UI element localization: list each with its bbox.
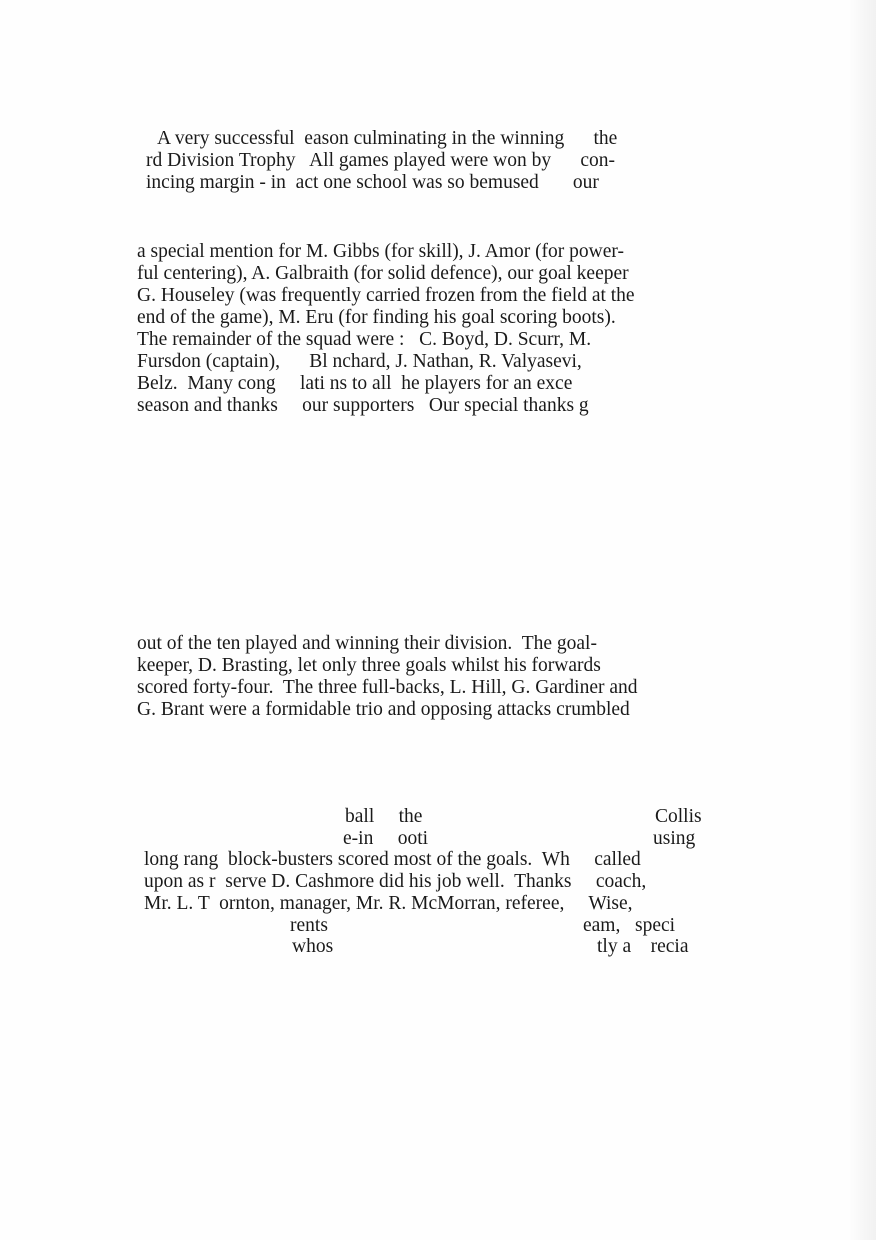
text-line: Fursdon (captain), Bl nchard, J. Nathan, R. Valyasevi, — [137, 351, 582, 372]
text-line: upon as r serve D. Cashmore did his job well. Thanks coach, — [144, 871, 647, 892]
text-fragment: tly a recia — [597, 936, 689, 957]
text-fragment: e-in ooti — [343, 828, 429, 849]
text-line: end of the game), M. Eru (for finding his goal scoring boots). — [137, 307, 616, 328]
text-line: scored forty-four. The three full-backs, L. Hill, G. Gardiner and — [137, 677, 638, 698]
text-line: out of the ten played and winning their division. The goal- — [137, 633, 597, 654]
text-line: a special mention for M. Gibbs (for skill), J. Amor (for power- — [137, 241, 625, 262]
text-fragment: Collis — [655, 806, 702, 827]
text-line: season and thanks our supporters Our special thanks g — [137, 395, 589, 416]
text-line: The remainder of the squad were : C. Boyd, D. Scurr, M. — [137, 329, 592, 350]
page-edge-shadow — [848, 0, 876, 1240]
text-line: G. Houseley (was frequently carried frozen from the field at the — [137, 285, 635, 306]
text-fragment: rents — [290, 915, 328, 936]
text-fragment: eam, speci — [583, 915, 676, 936]
text-fragment: using — [653, 828, 696, 849]
text-line: G. Brant were a formidable trio and opposing attacks crumbled — [137, 699, 630, 720]
text-line: Mr. L. T ornton, manager, Mr. R. McMorran, referee, Wise, — [144, 893, 633, 914]
text-fragment: whos — [292, 936, 334, 957]
text-line: long rang block-busters scored most of the goals. Wh called — [144, 849, 641, 870]
text-line: keeper, D. Brasting, let only three goals whilst his forwards — [137, 655, 601, 676]
text-line: rd Division Trophy All games played were won by con- — [146, 150, 616, 171]
text-line: ful centering), A. Galbraith (for solid defence), our goal keeper — [137, 263, 629, 284]
text-line: A very successful eason culminating in the winning the — [157, 128, 618, 149]
text-line: Belz. Many cong lati ns to all he players for an exce — [137, 373, 573, 394]
text-fragment: ball the — [345, 806, 423, 827]
text-line: incing margin - in act one school was so bemused our — [146, 172, 599, 193]
